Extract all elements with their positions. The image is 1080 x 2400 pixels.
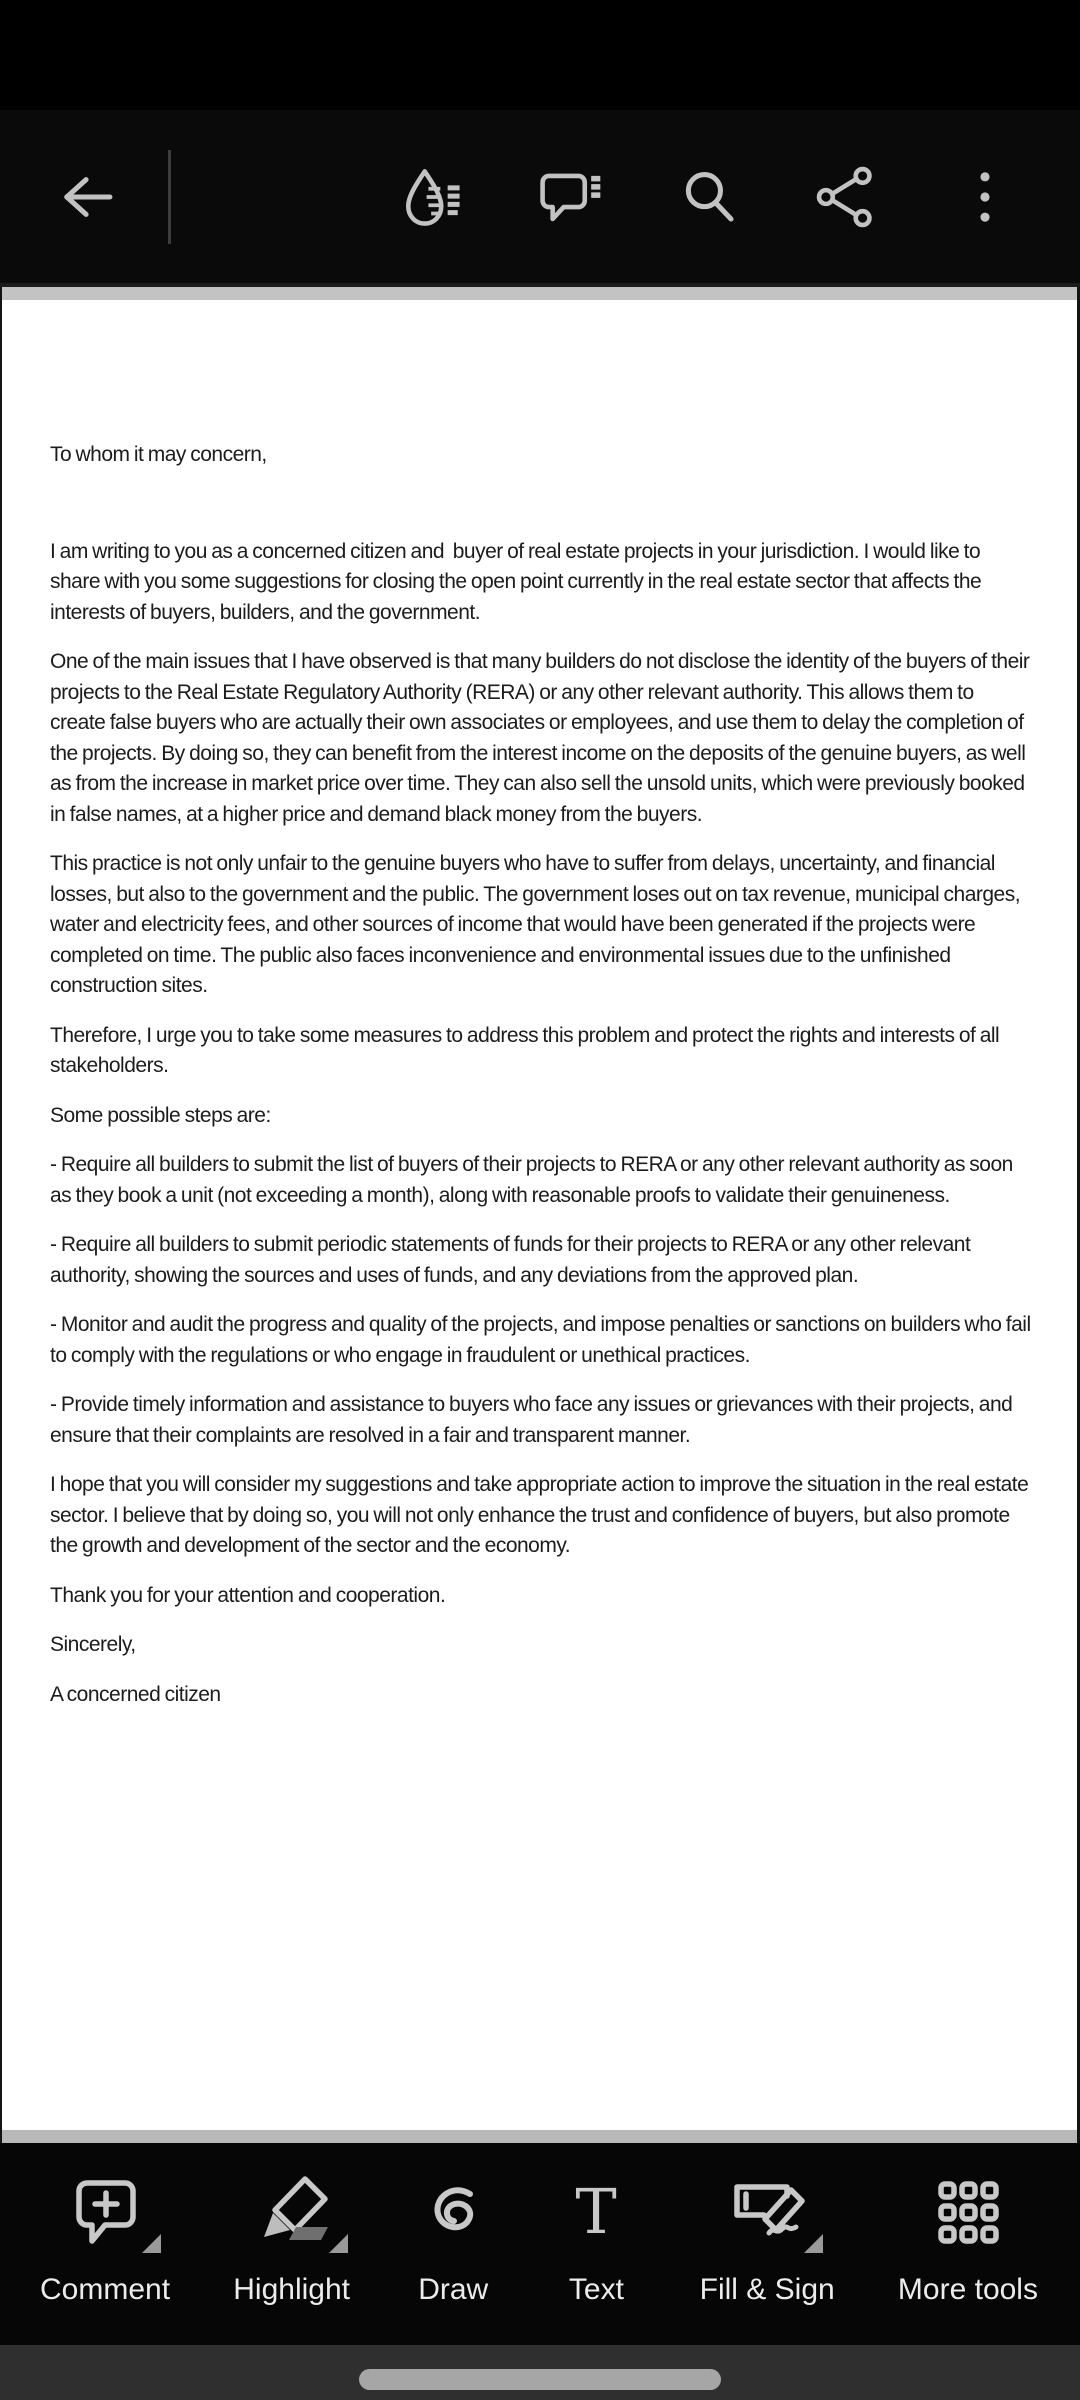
letter-salutation: To whom it may concern,	[50, 443, 267, 466]
letter-bullet: - Require all builders to submit the list of buyers of their projects to RERA or any other relevant authority as soon as they book a unit (not exceeding a month), along with reasonable proofs to validate their genuineness.	[50, 1153, 1018, 1207]
liquid-mode-icon	[400, 164, 466, 230]
tool-more-tools[interactable]	[898, 2173, 1038, 2307]
fill-sign-icon	[727, 2173, 807, 2253]
letter-paragraph: Some possible steps are:	[50, 1103, 271, 1127]
submenu-indicator	[142, 2234, 161, 2253]
tool-text[interactable]	[556, 2173, 636, 2307]
page-gap-bottom	[2, 2130, 1077, 2143]
highlighter-icon	[252, 2173, 332, 2253]
top-toolbar	[0, 110, 1080, 283]
letter-paragraph: I am writing to you as a concerned citizen and buyer of real estate projects in your jurisdiction. I would like to share with you some suggestions for closing the open point currently in the real estate sector that affects the interests of buyers, builders, and the government.	[50, 539, 986, 624]
tool-comment[interactable]	[40, 2173, 170, 2307]
letter-bullet: - Monitor and audit the progress and quality of the projects, and impose penalties or sanctions on builders who fail to comply with the regulations or who engage in fraudulent or unethical practices.	[50, 1313, 1035, 1367]
submenu-indicator	[329, 2234, 348, 2253]
document-page[interactable]	[2, 300, 1077, 2130]
text-icon	[556, 2173, 636, 2253]
liquid-mode-button[interactable]	[400, 164, 466, 230]
letter-paragraph: Therefore, I urge you to take some measures to address this problem and protect the rights and interests of all stakeholders.	[50, 1023, 1004, 1077]
comments-icon	[538, 164, 604, 230]
search-button[interactable]	[676, 164, 742, 230]
status-bar	[0, 0, 1080, 110]
back-arrow-icon	[54, 164, 120, 230]
bottom-toolbar	[0, 2143, 1080, 2345]
back-button[interactable]	[54, 164, 120, 230]
grid-icon	[928, 2173, 1008, 2253]
tool-fill-sign[interactable]	[700, 2173, 835, 2307]
letter-signoff: Sincerely,	[50, 1633, 136, 1656]
toolbar-divider	[168, 150, 171, 244]
comment-plus-icon	[65, 2173, 145, 2253]
letter-bullet: - Require all builders to submit periodic statements of funds for their projects to RERA or any other relevant authority, showing the sources and uses of funds, and any deviations from the approved plan.	[50, 1233, 975, 1287]
draw-scribble-icon	[413, 2173, 493, 2253]
overflow-menu-button[interactable]	[952, 164, 1018, 230]
letter-paragraph: I hope that you will consider my suggestions and take appropriate action to improve the situation in the real estate sector. I believe that by doing so, you will not only enhance the trust and confidence of buyers, but also promote the growth and development of the sector and the economy.	[50, 1473, 1033, 1557]
tool-label: Draw	[418, 2273, 489, 2306]
gesture-nav-bar	[0, 2345, 1080, 2400]
search-icon	[676, 164, 742, 230]
gesture-pill[interactable]	[359, 2369, 721, 2390]
letter-paragraph: This practice is not only unfair to the genuine buyers who have to suffer from delays, uncertainty, and financial losses, but also to the government and the public. The government loses out on tax revenue, municipal charges, water and electricity fees, and other sources of income that would have been generated if the projects were completed on time. The public also faces inconvenience and environmental issues due to the unfinished construction sites.	[50, 852, 1025, 997]
letter-paragraph: One of the main issues that I have observed is that many builders do not disclose the identity of the buyers of their projects to the Real Estate Regulatory Authority (RERA) or any other relevant authority. This allows them to create false buyers who are actually their own associates or employees, and use them to delay the completion of the projects. By doing so, they can benefit from the interest income on the deposits of the genuine buyers, as well as from the increase in market price over time. They can also sell the unsold units, which were previously booked in false names, at a higher price and demand black money from the buyers.	[50, 650, 1034, 826]
page-gap-top	[2, 287, 1077, 300]
tool-label: Highlight	[233, 2273, 350, 2306]
tool-label: More tools	[897, 2273, 1038, 2306]
letter-thanks: Thank you for your attention and cooperation.	[50, 1583, 446, 1607]
tool-draw[interactable]	[413, 2173, 493, 2307]
tool-label: Text	[568, 2273, 624, 2306]
content-area	[0, 287, 1080, 2143]
svg-text:T: T	[575, 2175, 618, 2248]
comments-button[interactable]	[538, 164, 604, 230]
share-icon	[814, 164, 880, 230]
tool-highlight[interactable]	[233, 2173, 350, 2307]
more-options-icon	[952, 164, 1018, 230]
tool-label: Comment	[40, 2273, 171, 2306]
submenu-indicator	[804, 2234, 823, 2253]
tool-label: Fill & Sign	[699, 2273, 835, 2306]
share-button[interactable]	[814, 164, 880, 230]
letter-bullet: - Provide timely information and assistance to buyers who face any issues or grievances with their projects, and ensure that their complaints are resolved in a fair and transparent manner.	[50, 1393, 1017, 1447]
letter-signature: A concerned citizen	[50, 1682, 221, 1706]
